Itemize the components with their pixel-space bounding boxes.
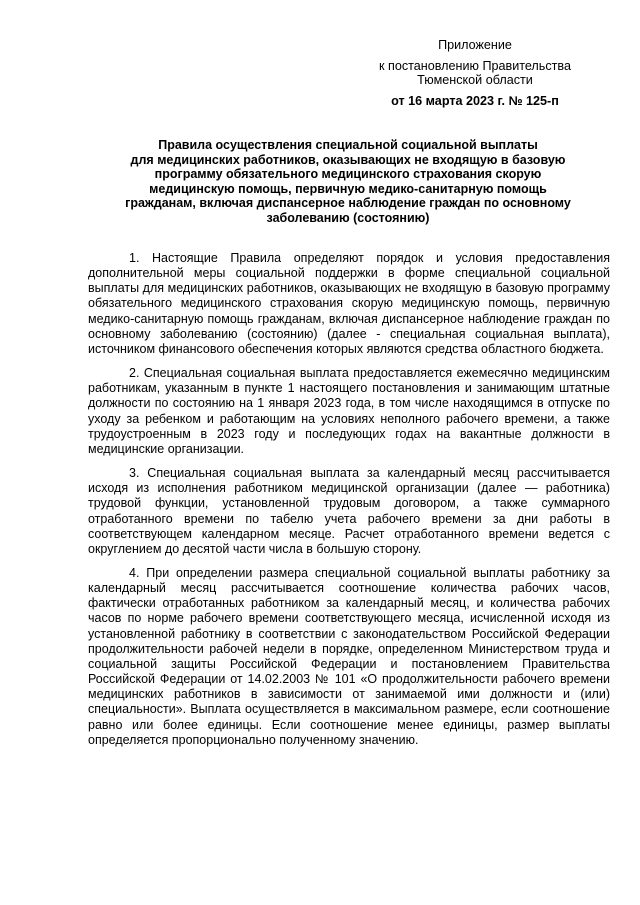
title-line: медицинскую помощь, первичную медико-санитарную помощь [149, 181, 547, 196]
appendix-region-line: Тюменской области [417, 73, 533, 88]
appendix-date: от 16 марта 2023 г. № 125-п [391, 93, 559, 108]
appendix-resolution-line: к постановлению Правительства [379, 58, 571, 73]
title-line: гражданам, включая диспансерное наблюдение граждан по основному [125, 196, 571, 211]
document-body [88, 251, 610, 757]
paragraph-1: 1. Настоящие Правила определяют порядок и условия предоставления дополнительной меры социальной поддержки в форме специальной социальной выплаты для медицинских работников, оказывающих не входящую в базовую программу обязательного медицинского страхования скорую медицинскую помощь, первичную медико-санитарную помощь гражданам, включая диспансерное наблюдение граждан по основному заболеванию (состоянию) (далее - специальная социальная выплата), источником финансового обеспечения которых являются средства областного бюджета. [88, 251, 610, 356]
paragraph-3: 3. Специальная социальная выплата за календарный месяц рассчитывается исходя из исполнения работником медицинской организации (далее — работника) трудовой функции, установленной трудовым договором, а также суммарного отработанного времени по табелю учета рабочего времени за дни работы в соответствующем календарном месяце. Расчет отработанного времени ведется с округлением до десятой части числа в большую сторону. [88, 466, 610, 556]
appendix-label: Приложение [438, 38, 512, 52]
title-line: Правила осуществления специальной социальной выплаты [158, 138, 538, 152]
paragraph-4: 4. При определении размера специальной социальной выплаты работнику за календарный месяц рассчитывается соотношение количества рабочих часов, фактически отработанных работником за календарный месяц, и количества рабочих часов по норме рабочего времени соответствующего месяца, исчисленной исходя из установленной работнику в соответствии с законодательством Российской Федерации продолжительности рабочей недели в порядке, определенном Министерством труда и социальной защиты Российской Федерации и постановлением Правительства Российской Федерации от 14.02.2003 № 101 «О продолжительности рабочего времени медицинских работников в зависимости от занимаемой ими должности и (или) специальности». Выплата осуществляется в максимальном размере, если соотношение равно или более единицы. Если соотношение менее единицы, размер выплаты определяется пропорционально полученному значению. [88, 565, 610, 747]
title-line: заболеванию (состоянию) [266, 210, 430, 225]
title-line: программу обязательного медицинского страхования скорую [154, 167, 542, 182]
paragraph-2: 2. Специальная социальная выплата предоставляется ежемесячно медицинским работникам, указанным в пункте 1 настоящего постановления и занимающим штатные должности по состоянию на 1 января 2023 года, в том числе находящимся в отпуске по уходу за ребенком и работающим на условиях неполного рабочего времени, а также трудоустроенным в 2023 году и последующих годах на вакантные должности в медицинские организации. [88, 366, 610, 456]
appendix-header [330, 38, 620, 108]
title-line: для медицинских работников, оказывающих не входящую в базовую [130, 152, 566, 167]
document-title [88, 138, 608, 226]
